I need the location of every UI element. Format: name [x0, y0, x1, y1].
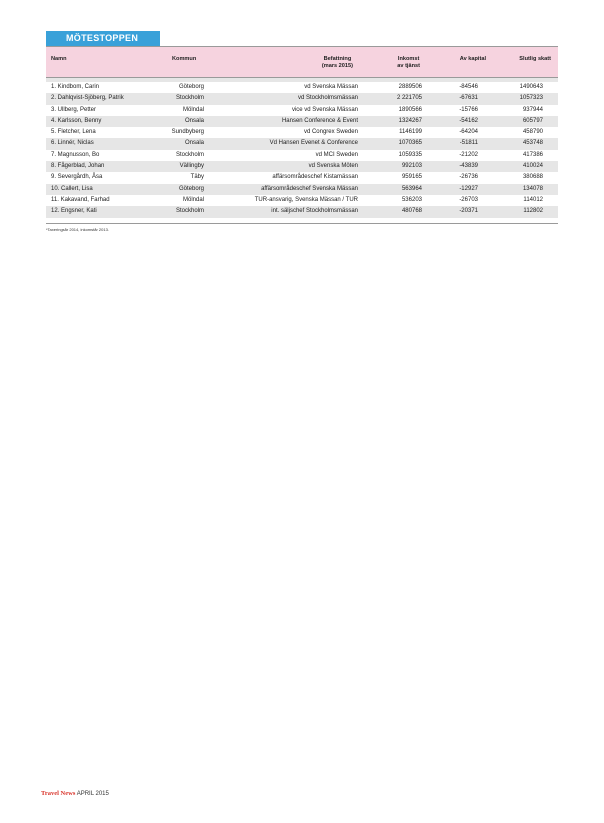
cell-inkomst: 536203 — [401, 196, 422, 203]
cell-kommun: Sundbyberg — [171, 129, 204, 136]
cell-av-kapital: -26736 — [459, 174, 478, 181]
cell-name: 11. Kakavand, Farhad — [51, 196, 110, 203]
table-row — [46, 195, 558, 206]
cell-slutlig-skatt: 1057323 — [519, 95, 543, 102]
cell-inkomst: 1146199 — [399, 129, 422, 136]
table-row — [46, 172, 558, 183]
cell-av-kapital: -21202 — [459, 151, 478, 158]
cell-befattning: vd Stockholmsmässan — [297, 95, 358, 102]
table-row — [46, 161, 558, 172]
cell-name: 12. Engsner, Kati — [51, 208, 97, 215]
cell-befattning: vd Congrex Sweden — [303, 129, 358, 136]
cell-inkomst: 2889506 — [398, 84, 422, 90]
table-header — [46, 46, 558, 78]
header-befattning-line2: (mars 2015) — [321, 63, 353, 69]
cell-av-kapital: -26703 — [459, 196, 478, 203]
cell-kommun: Göteborg — [178, 185, 204, 192]
cell-name: 2. Dahlqvist-Sjöberg, Patrik — [51, 95, 124, 102]
header-inkomst-line1: Inkomst — [397, 56, 420, 62]
cell-name: 4. Karlsson, Benny — [51, 117, 102, 124]
cell-slutlig-skatt: 410024 — [522, 163, 543, 170]
header-name: Namn — [51, 56, 67, 62]
header-befattning-line1: Befattning — [323, 56, 352, 62]
cell-befattning: Hansen Conference & Event — [281, 117, 358, 124]
table-body — [46, 78, 558, 218]
cell-av-kapital: -43839 — [459, 163, 478, 170]
cell-name: 5. Fletcher, Lena — [51, 129, 96, 136]
cell-befattning: affärsområdeschef Svenska Mässan — [261, 185, 358, 192]
cell-inkomst: 563964 — [401, 185, 422, 192]
footnote: *Taxeringsår 2014, inkomstår 2013. — [46, 227, 109, 232]
cell-av-kapital: -84546 — [459, 84, 478, 90]
cell-slutlig-skatt: 112802 — [523, 208, 543, 215]
cell-inkomst: 1890566 — [398, 106, 422, 113]
cell-name: 8. Fågerblad, Johan — [51, 163, 105, 170]
cell-slutlig-skatt: 458790 — [522, 129, 543, 136]
header-slutlig-skatt: Slutlig skatt — [519, 56, 551, 62]
cell-kommun: Täby — [190, 174, 204, 181]
header-befattning — [322, 56, 353, 70]
cell-slutlig-skatt: 453748 — [522, 140, 543, 147]
page-footer — [41, 790, 109, 797]
table-row — [46, 150, 558, 161]
cell-befattning: vice vd Svenska Mässan — [291, 106, 358, 113]
cell-av-kapital: -20371 — [459, 208, 478, 215]
table-row — [46, 127, 558, 138]
cell-befattning: vd Svenska Möten — [308, 163, 358, 170]
table-row — [46, 82, 558, 93]
table-row — [46, 206, 558, 217]
cell-slutlig-skatt: 417386 — [522, 151, 543, 158]
cell-inkomst: 1059335 — [398, 151, 422, 158]
cell-befattning: vd MCI Sweden — [315, 151, 358, 158]
cell-kommun: Onsala — [184, 140, 204, 147]
header-inkomst — [397, 56, 420, 70]
cell-inkomst: 1324267 — [398, 117, 422, 124]
cell-kommun: Onsala — [184, 117, 204, 124]
cell-inkomst: 2 221705 — [396, 95, 422, 102]
cell-av-kapital: -54162 — [459, 117, 478, 124]
cell-av-kapital: -51811 — [459, 140, 478, 147]
cell-kommun: Stockholm — [175, 208, 204, 215]
cell-inkomst: 959165 — [401, 174, 422, 181]
cell-av-kapital: -15766 — [459, 106, 478, 113]
table-row — [46, 93, 558, 104]
cell-kommun: Göteborg — [178, 84, 204, 90]
brand-logo: Travel News — [41, 790, 76, 797]
cell-slutlig-skatt: 380688 — [522, 174, 543, 181]
cell-name: 9. Severgårdh, Åsa — [51, 174, 103, 181]
header-av-kapital: Av kapital — [459, 56, 486, 62]
cell-slutlig-skatt: 605797 — [522, 117, 543, 124]
table-row — [46, 138, 558, 149]
cell-kommun: Vällingby — [179, 163, 204, 170]
cell-name: 3. Ullberg, Petter — [51, 106, 97, 113]
cell-name: 7. Magnusson, Bo — [51, 151, 100, 158]
header-kommun: Kommun — [172, 56, 197, 62]
table-row — [46, 116, 558, 127]
cell-befattning: Vd Hansen Evenet & Conference — [269, 140, 358, 147]
cell-slutlig-skatt: 1490643 — [519, 84, 543, 90]
cell-name: 10. Callert, Lisa — [51, 185, 93, 192]
cell-kommun: Stockholm — [175, 95, 204, 102]
cell-kommun: Stockholm — [175, 151, 204, 158]
cell-slutlig-skatt: 114012 — [523, 196, 543, 203]
cell-slutlig-skatt: 134078 — [522, 185, 543, 192]
cell-kommun: Mölndal — [182, 106, 204, 113]
cell-av-kapital: -67631 — [459, 95, 478, 102]
cell-inkomst: 1070365 — [398, 140, 422, 147]
cell-name: 6. Linnér, Niclas — [51, 140, 94, 147]
section-badge: MÖTESTOPPEN — [46, 31, 160, 46]
cell-name: 1. Kindbom, Carin — [51, 84, 100, 90]
cell-befattning: affärsområdeschef Kistamässan — [272, 174, 358, 181]
issue-date: APRIL 2015 — [76, 791, 109, 797]
header-inkomst-line2: av tjänst — [397, 63, 420, 69]
cell-befattning: vd Svenska Mässan — [304, 84, 358, 90]
table-bottom-rule — [46, 223, 558, 224]
table-row — [46, 105, 558, 116]
cell-slutlig-skatt: 937944 — [522, 106, 543, 113]
table-row — [46, 184, 558, 195]
cell-befattning: TUR-ansvarig, Svenska Mässan / TUR — [254, 196, 358, 203]
cell-inkomst: 992103 — [401, 163, 422, 170]
cell-av-kapital: -64204 — [459, 129, 478, 136]
cell-inkomst: 480768 — [401, 208, 422, 215]
cell-kommun: Mölndal — [182, 196, 204, 203]
cell-av-kapital: -12927 — [459, 185, 478, 192]
cell-befattning: int. säljschef Stockholmsmässan — [271, 208, 358, 215]
